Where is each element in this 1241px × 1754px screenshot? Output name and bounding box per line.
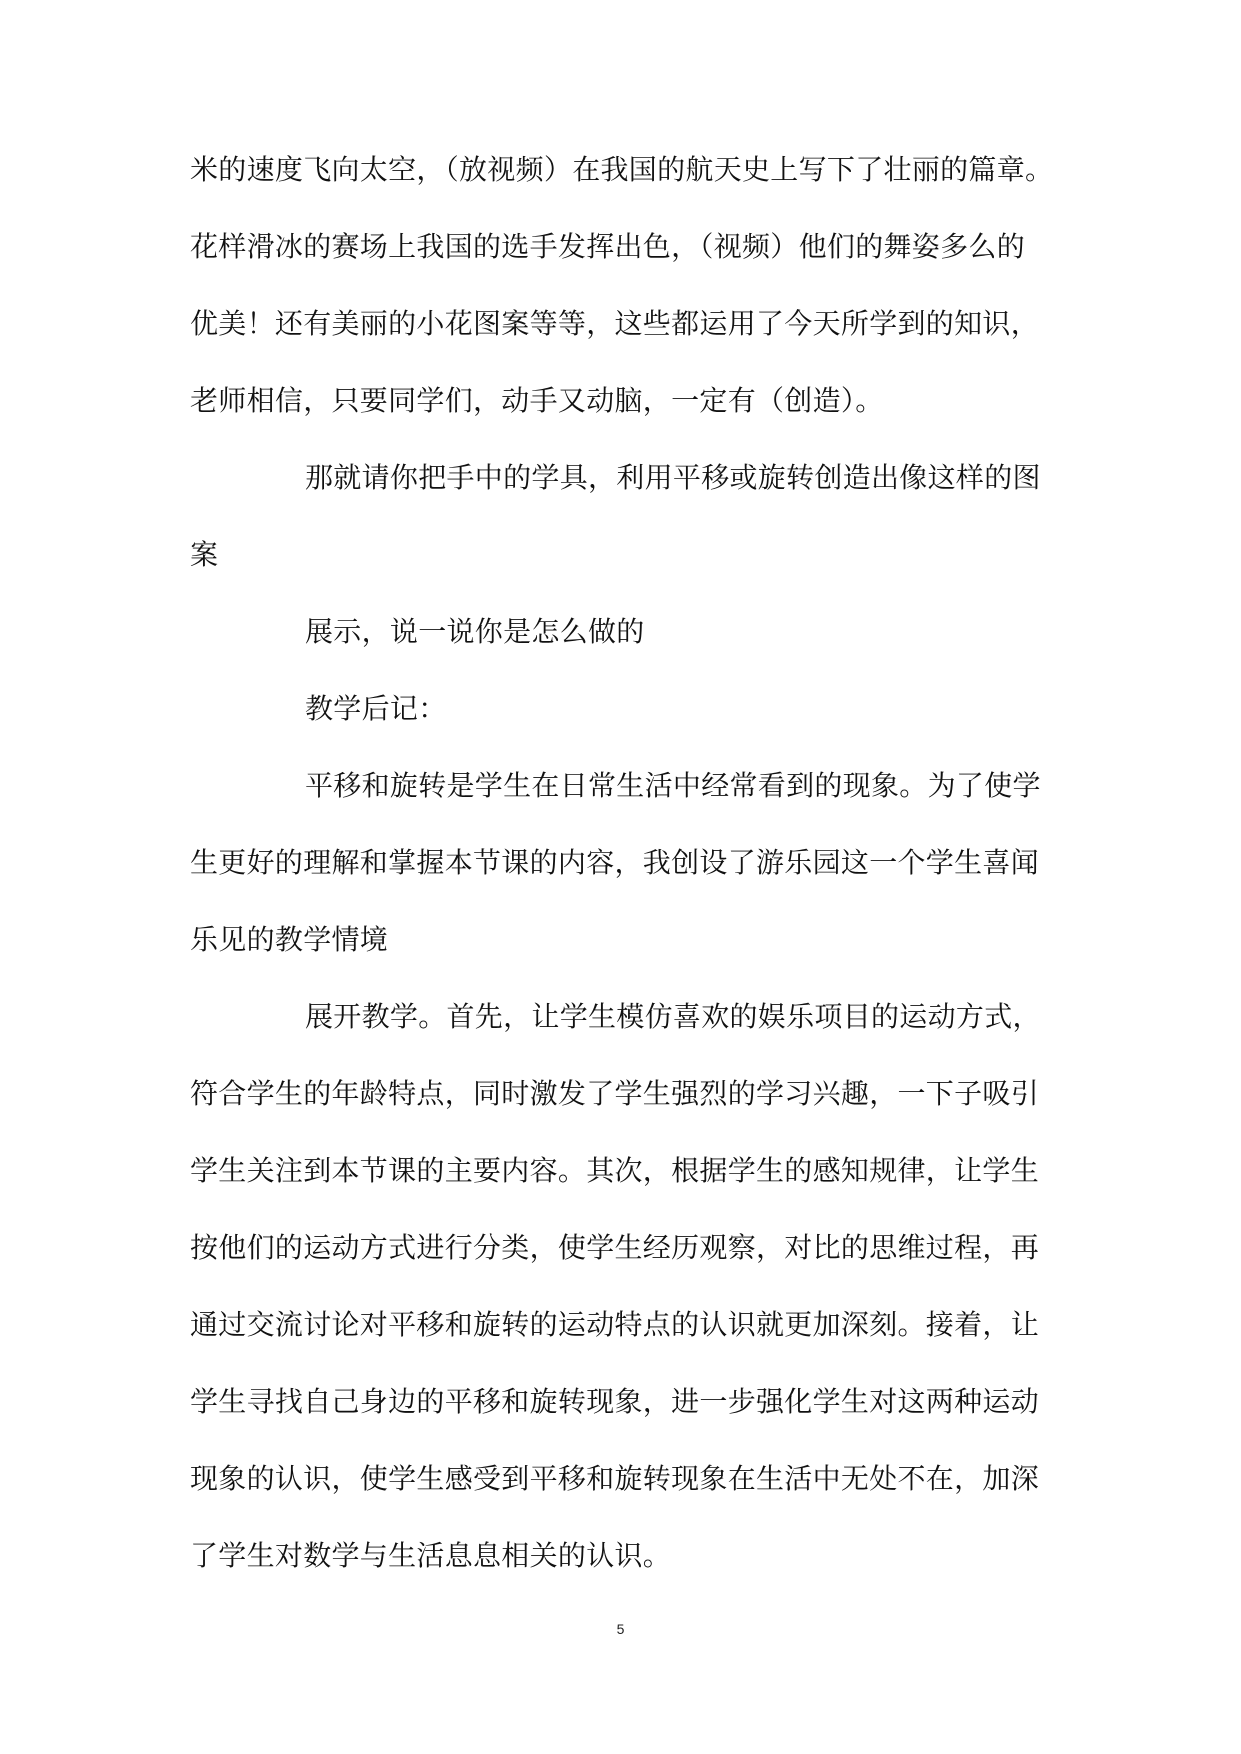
text-line: 优美！还有美丽的小花图案等等，这些都运用了今天所学到的知识， <box>190 307 1040 340</box>
text-line: 学生寻找自己身边的平移和旋转现象，进一步强化学生对这两种运动 <box>190 1385 1040 1418</box>
text-line: 现象的认识，使学生感受到平移和旋转现象在生活中无处不在，加深 <box>190 1462 1040 1495</box>
text-line: 学生关注到本节课的主要内容。其次，根据学生的感知规律，让学生 <box>190 1154 1040 1187</box>
text-line: 案 <box>190 538 219 571</box>
text-line: 展示，说一说你是怎么做的 <box>305 615 645 648</box>
text-line: 平移和旋转是学生在日常生活中经常看到的现象。为了使学 <box>305 769 1041 802</box>
text-line: 花样滑冰的赛场上我国的选手发挥出色，（视频）他们的舞姿多么的 <box>190 230 1026 263</box>
text-line: 按他们的运动方式进行分类，使学生经历观察，对比的思维过程，再 <box>190 1231 1040 1264</box>
text-line: 符合学生的年龄特点，同时激发了学生强烈的学习兴趣，一下子吸引 <box>190 1077 1040 1110</box>
text-line: 那就请你把手中的学具，利用平移或旋转创造出像这样的图 <box>305 461 1041 494</box>
text-line: 老师相信，只要同学们，动手又动脑，一定有（创造）。 <box>190 384 884 417</box>
text-line: 乐见的教学情境 <box>190 923 389 956</box>
page-number: 5 <box>616 1621 625 1637</box>
section-heading: 教学后记： <box>305 692 447 725</box>
text-line: 生更好的理解和掌握本节课的内容，我创设了游乐园这一个学生喜闻 <box>190 846 1040 879</box>
text-line: 展开教学。首先，让学生模仿喜欢的娱乐项目的运动方式， <box>305 1000 1041 1033</box>
text-line: 通过交流讨论对平移和旋转的运动特点的认识就更加深刻。接着，让 <box>190 1308 1040 1341</box>
text-line: 米的速度飞向太空，（放视频）在我国的航天史上写下了壮丽的篇章。 <box>190 153 1054 186</box>
text-line: 了学生对数学与生活息息相关的认识。 <box>190 1539 672 1572</box>
